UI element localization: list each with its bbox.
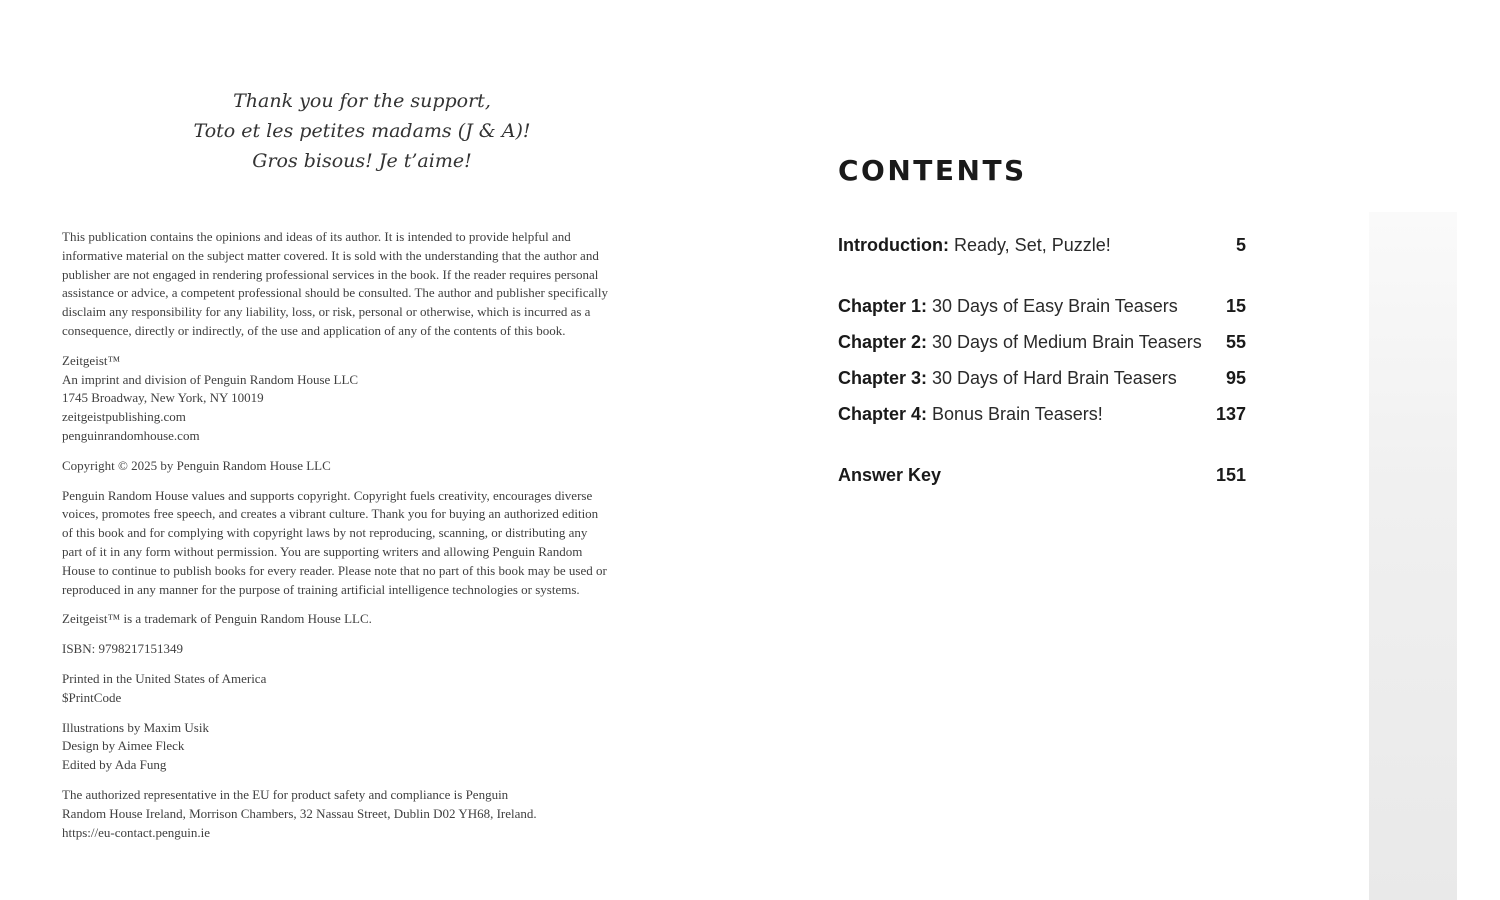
printing-info — [62, 670, 667, 708]
text-line: An imprint and division of Penguin Random House LLC — [62, 371, 359, 387]
text-line: This publication contains the opinions and ideas of its author. It is intended to provide helpful and — [62, 229, 571, 244]
toc-entry-label: Chapter 1: — [838, 296, 928, 316]
text-line: Design by Aimee Fleck — [62, 738, 185, 754]
text-line: Zeitgeist™ is a trademark of Penguin Random House LLC. — [62, 611, 372, 627]
toc-page-number: 95 — [1225, 368, 1246, 388]
text-line: Zeitgeist™ — [62, 352, 121, 368]
text-line: Edited by Ada Fung — [62, 757, 167, 773]
text-line: voices, promotes free speech, and creates a vibrant culture. Thank you for buying an authorized edition — [62, 506, 599, 522]
credits — [62, 719, 667, 775]
isbn — [62, 640, 667, 659]
toc-entry-label: Chapter 2: — [838, 332, 928, 352]
text-line: 1745 Broadway, New York, NY 10019 — [62, 390, 264, 406]
text-line: The authorized representative in the EU for product safety and compliance is Penguin — [62, 786, 509, 802]
toc-entry-chapter-1[interactable] — [838, 291, 1246, 321]
toc-entry-introduction[interactable] — [838, 230, 1246, 260]
toc-entry-label: Answer Key — [838, 465, 942, 485]
text-line: part of it in any form without permission. You are supporting writers and allowing Penguin Random — [62, 543, 583, 559]
text-line: ISBN: 9798217151349 — [62, 641, 183, 657]
disclaimer-paragraph — [62, 228, 667, 341]
toc-entry-title: Ready, Set, Puzzle! — [948, 235, 1111, 255]
text-line: Copyright © 2025 by Penguin Random House LLC — [62, 457, 331, 473]
text-line: House to continue to publish books for every reader. Please note that no part of this book may be used or — [62, 562, 607, 578]
toc-entry-answer-key[interactable] — [838, 460, 1246, 490]
toc-entry-chapter-4[interactable] — [838, 399, 1246, 429]
toc-entry-label: Chapter 4: — [838, 404, 928, 424]
copyright-statement — [62, 487, 667, 600]
text-line: Illustrations by Maxim Usik — [62, 719, 209, 735]
toc-page-number: 151 — [1215, 465, 1246, 485]
eu-representative — [62, 786, 667, 842]
copyright-line — [62, 457, 667, 476]
toc-entry-title: 30 Days of Hard Brain Teasers — [927, 368, 1177, 388]
page-edge-shadow — [1369, 212, 1457, 900]
text-line: publisher are not engaged in rendering professional services in the book. If the reader requires personal — [62, 266, 599, 282]
text-line: zeitgeistpublishing.com — [62, 409, 186, 425]
text-line: assistance or advice, a competent professional should be consulted. The author and publisher specifically — [62, 285, 608, 301]
toc-entry-label: Introduction: — [838, 235, 949, 255]
dedication-line: Gros bisous! Je t’aime! — [252, 150, 472, 172]
text-line: Random House Ireland, Morrison Chambers, 32 Nassau Street, Dublin D02 YH68, Ireland. — [62, 805, 537, 821]
toc-entry-chapter-2[interactable] — [838, 327, 1246, 357]
dedication — [62, 86, 662, 176]
copyright-page-text — [62, 228, 667, 853]
toc-entry-title: Bonus Brain Teasers! — [927, 404, 1103, 424]
dedication-line: Toto et les petites madams (J & A)! — [193, 120, 531, 142]
text-line: consequence, directly or indirectly, of the use and application of any of the contents of this book. — [62, 322, 566, 338]
dedication-line: Thank you for the support, — [233, 90, 491, 112]
toc-page-number: 15 — [1225, 296, 1246, 316]
text-line: reproduced in any manner for the purpose of training artificial intelligence technologies or systems. — [62, 581, 580, 597]
toc-page-number: 137 — [1215, 404, 1246, 424]
text-line: https://eu-contact.penguin.ie — [62, 824, 211, 840]
toc-page-number: 55 — [1225, 332, 1246, 352]
text-line: Printed in the United States of America — [62, 670, 267, 686]
trademark-notice — [62, 610, 667, 629]
contents-heading: CONTENTS — [838, 154, 1027, 187]
toc-entry-label: Chapter 3: — [838, 368, 928, 388]
text-line: $PrintCode — [62, 689, 122, 705]
text-line: Penguin Random House values and supports copyright. Copyright fuels creativity, encourages diverse — [62, 487, 593, 503]
toc-entry-title: 30 Days of Easy Brain Teasers — [927, 296, 1178, 316]
text-line: penguinrandomhouse.com — [62, 427, 200, 443]
text-line: disclaim any responsibility for any liability, loss, or risk, personal or otherwise, which is incurred as a — [62, 304, 591, 320]
text-line: of this book and for complying with copyright laws by not reproducing, scanning, or distributing any — [62, 525, 588, 541]
text-line: informative material on the subject matter covered. It is sold with the understanding that the author and — [62, 247, 599, 263]
publisher-info — [62, 352, 667, 446]
toc-page-number: 5 — [1235, 235, 1246, 255]
toc-entry-title: 30 Days of Medium Brain Teasers — [927, 332, 1202, 352]
toc-entry-chapter-3[interactable] — [838, 363, 1246, 393]
